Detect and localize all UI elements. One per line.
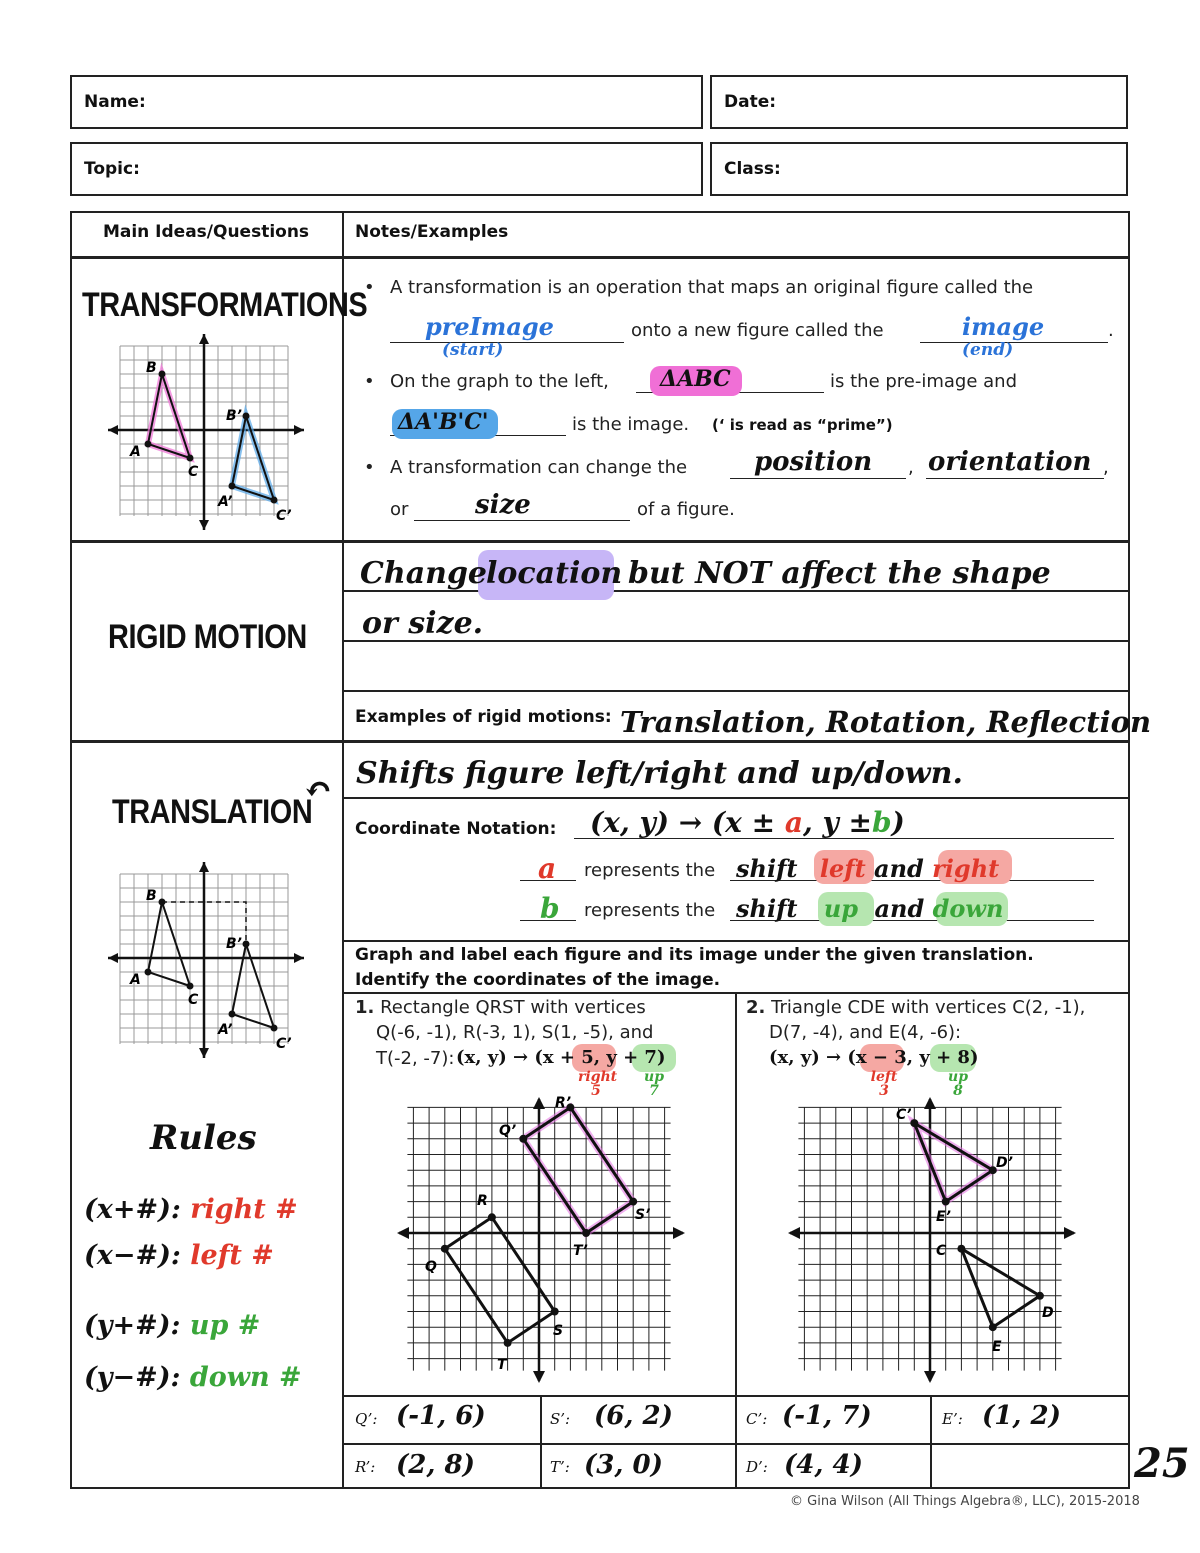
var-a: a	[538, 852, 557, 885]
problem-2-note-a: left 3	[870, 1069, 898, 1099]
answer-size: size	[475, 490, 531, 520]
rule-3: (y+#): up #	[84, 1310, 261, 1341]
answer-s-label: S’:	[550, 1410, 571, 1428]
rule-2: (x−#): left #	[84, 1240, 274, 1271]
examples-answer: Translation, Rotation, Reflection	[620, 705, 1152, 739]
topic-label: Topic:	[84, 159, 140, 179]
problem-2-line-1: 2. Triangle CDE with vertices C(2, -1),	[746, 997, 1086, 1018]
blank-size[interactable]	[414, 520, 630, 521]
problem-2-note-b: up 8	[948, 1069, 968, 1099]
label-b-prime: B’	[226, 408, 242, 424]
answer-e-label: E’:	[942, 1410, 963, 1428]
problem-1-number: 1.	[355, 997, 375, 1018]
label-c: C	[188, 992, 199, 1008]
problem-2-line-2: D(7, -4), and E(4, -6):	[769, 1022, 962, 1043]
bullet-2-text: On the graph to the left,	[390, 371, 609, 392]
bullet-2-text-2: is the pre-image and	[830, 371, 1018, 392]
answer-image: image	[962, 312, 1045, 341]
comma: ,	[1103, 457, 1109, 478]
label-b: B	[146, 360, 157, 376]
bullet: •	[364, 277, 375, 298]
column-header-notes: Notes/Examples	[355, 222, 509, 242]
bullet-3-end: of a figure.	[637, 499, 735, 520]
practice-divider	[735, 992, 737, 1489]
b-meaning-answer: shift up and down	[736, 894, 1004, 923]
label-d: D	[1042, 1305, 1054, 1321]
answer-t-label: T’:	[550, 1458, 570, 1476]
row-divider	[344, 1443, 1130, 1445]
label-s-prime: S’	[635, 1207, 651, 1223]
a-meaning-answer: shift left and right	[736, 854, 1000, 883]
row-divider	[344, 1395, 1130, 1397]
problem-1-line-1: 1. Rectangle QRST with vertices	[355, 997, 646, 1018]
label-b-prime: B’	[226, 936, 242, 952]
label-r-prime: R’	[555, 1095, 572, 1111]
label-s: S	[553, 1323, 564, 1339]
problem-2-rule: (x, y) → (x − 3, y + 8)	[769, 1047, 979, 1068]
examples-label: Examples of rigid motions:	[355, 707, 612, 727]
bullet: •	[364, 457, 375, 478]
problem-1-note-b: up 7	[644, 1069, 664, 1099]
bullet: •	[364, 371, 375, 392]
label-t-prime: T’	[573, 1243, 588, 1259]
rigid-line2: or size.	[362, 606, 484, 641]
bullet-1-end: .	[1108, 320, 1114, 341]
row-divider	[344, 992, 1130, 994]
bullet-3-or: or	[390, 499, 409, 520]
practice-instructions-1: Graph and label each figure and its image under the given translation.	[355, 945, 1034, 965]
date-label: Date:	[724, 92, 777, 112]
transformations-title: TRANSFORMATIONS	[82, 286, 368, 324]
copyright-footer: © Gina Wilson (All Things Algebra®, LLC), 2015-2018	[790, 1494, 1140, 1509]
answer-abc-prime: ΔA'B'C'	[398, 409, 489, 435]
bullet-3-text: A transformation can change the	[390, 457, 688, 478]
answer-t-value[interactable]: (3, 0)	[584, 1450, 663, 1480]
problem-1-note-a: right 5	[578, 1069, 618, 1099]
answer-q-value[interactable]: (-1, 6)	[396, 1401, 486, 1431]
answer-e-value[interactable]: (1, 2)	[982, 1401, 1061, 1431]
answer-divider	[540, 1395, 542, 1489]
problem-1-rule: (x, y) → (x + 5, y + 7)	[456, 1047, 666, 1068]
answer-d-value[interactable]: (4, 4)	[784, 1450, 863, 1480]
label-e: E	[992, 1339, 1002, 1355]
blank-orientation[interactable]	[926, 478, 1104, 479]
row-divider	[70, 540, 1130, 543]
answer-r-label: R’:	[355, 1458, 376, 1476]
comma: ,	[908, 457, 914, 478]
ruled-line	[344, 797, 1130, 799]
translation-graph	[104, 858, 310, 1063]
translation-definition: Shifts figure left/right and up/down.	[356, 756, 963, 791]
answer-position: position	[754, 447, 873, 477]
answer-q-label: Q’:	[355, 1410, 378, 1428]
class-label: Class:	[724, 159, 781, 179]
problem-1-graph	[395, 1095, 685, 1385]
label-a: A	[130, 972, 141, 988]
label-c-prime: C’	[896, 1107, 912, 1123]
label-b: B	[146, 888, 157, 904]
rule-1: (x+#): right #	[84, 1194, 298, 1225]
date-field[interactable]	[710, 75, 1128, 129]
coordinate-notation-answer: (x, y) → (x ± a, y ±b)	[590, 806, 905, 839]
answer-c-value[interactable]: (-1, 7)	[782, 1401, 872, 1431]
bullet-2-text-3: is the image.	[572, 414, 690, 435]
translation-arrow-icon: ↶	[304, 770, 333, 810]
label-c: C	[936, 1243, 947, 1259]
row-divider	[70, 740, 1130, 743]
answer-d-label: D’:	[746, 1458, 768, 1476]
answer-r-value[interactable]: (2, 8)	[396, 1450, 475, 1480]
blank-preimage[interactable]	[390, 342, 624, 343]
translation-title: TRANSLATION	[112, 793, 313, 831]
rigid-line1-a: Change	[360, 556, 488, 591]
rules-title: Rules	[150, 1118, 257, 1158]
answer-image-note: (end)	[962, 340, 1014, 360]
answer-preimage: preImage	[425, 312, 554, 341]
practice-instructions-2: Identify the coordinates of the image.	[355, 970, 721, 990]
coordinate-notation-label: Coordinate Notation:	[355, 819, 557, 839]
row-divider	[70, 256, 1130, 259]
label-a: A	[130, 444, 141, 460]
row-divider	[344, 940, 1130, 942]
label-r: R	[477, 1193, 488, 1209]
prime-note: (‘ is read as “prime”)	[712, 416, 893, 434]
represents-text: represents the	[584, 860, 716, 881]
label-c-prime: C’	[276, 508, 292, 524]
answer-orientation: orientation	[928, 447, 1092, 477]
ruled-line	[344, 690, 1130, 692]
problem-2-number: 2.	[746, 997, 766, 1018]
label-c-prime: C’	[276, 1036, 292, 1052]
answer-c-label: C’:	[746, 1410, 768, 1428]
class-field[interactable]	[710, 142, 1128, 196]
label-t: T	[497, 1357, 507, 1373]
label-a-prime: A’	[218, 494, 233, 510]
label-d-prime: D’	[996, 1155, 1013, 1171]
label-e-prime: E’	[936, 1209, 951, 1225]
problem-1-line-2: Q(-6, -1), R(-3, 1), S(1, -5), and	[376, 1022, 654, 1043]
name-label: Name:	[84, 92, 146, 112]
column-header-main-ideas: Main Ideas/Questions	[102, 222, 310, 242]
answer-divider	[930, 1395, 932, 1489]
label-c: C	[188, 464, 199, 480]
rigid-motion-title: RIGID MOTION	[108, 618, 307, 656]
problem-1-line-3: T(-2, -7):	[376, 1048, 455, 1069]
answer-preimage-note: (start)	[442, 340, 504, 360]
blank-position[interactable]	[730, 478, 906, 479]
page-number: 25	[1134, 1440, 1190, 1487]
rigid-line1-hl: location	[486, 556, 623, 591]
name-field[interactable]	[70, 75, 703, 129]
label-q-prime: Q’	[499, 1123, 517, 1139]
label-a-prime: A’	[218, 1022, 233, 1038]
answer-abc: ΔABC	[660, 366, 731, 392]
represents-text: represents the	[584, 900, 716, 921]
answer-s-value[interactable]: (6, 2)	[594, 1401, 673, 1431]
bullet-1-text: A transformation is an operation that maps an original figure called the	[390, 277, 1034, 298]
topic-field[interactable]	[70, 142, 703, 196]
label-q: Q	[425, 1259, 437, 1275]
rule-4: (y−#): down #	[84, 1362, 302, 1393]
rigid-line1-b: but NOT affect the shape	[628, 556, 1051, 591]
column-divider	[342, 211, 344, 1489]
var-b: b	[540, 892, 560, 925]
bullet-1-text-2: onto a new figure called the	[631, 320, 884, 341]
problem-2-graph	[786, 1095, 1076, 1385]
blank-image[interactable]	[920, 342, 1108, 343]
transformations-graph	[104, 330, 310, 535]
